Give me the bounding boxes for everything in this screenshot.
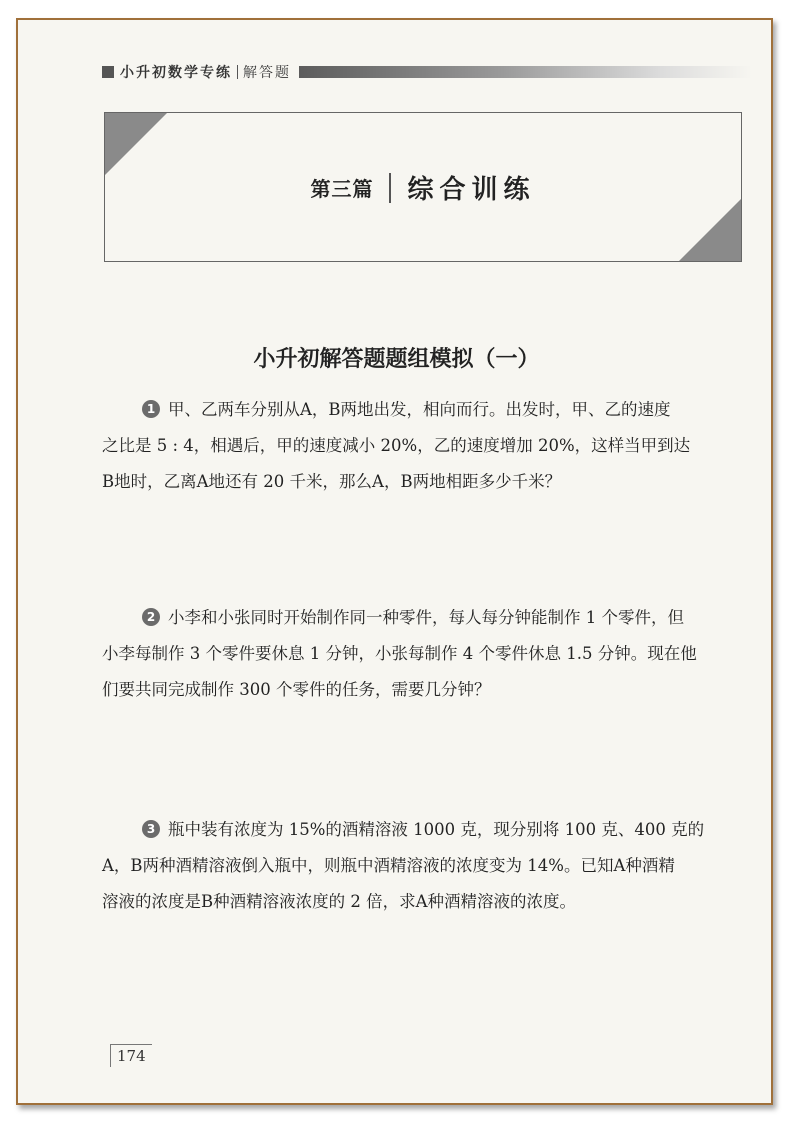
book-page (16, 18, 773, 1105)
part-name: 综合训练 (407, 175, 536, 205)
problem-set-title: 小升初解答题题组模拟（一） (253, 347, 540, 372)
problem-line (102, 392, 750, 428)
part-title-divider (389, 173, 391, 203)
problem-line: A，B两种酒精溶液倒入瓶中，则瓶中酒精溶液的浓度变为 14%。已知A种酒精 (102, 856, 675, 875)
problem-2 (102, 600, 750, 708)
corner-triangle-bottom-right (679, 199, 741, 261)
problem-line: 之比是 5 : 4，相遇后，甲的速度减小 20%，乙的速度增加 20%，这样当甲到达 (102, 436, 691, 455)
part-title (105, 169, 741, 206)
header-square-icon (102, 66, 114, 78)
part-heading-box (104, 112, 742, 262)
problem-line: 溶液的浓度是B种酒精溶液浓度的 2 倍，求A种酒精溶液的浓度。 (102, 892, 577, 911)
section-label: 解答题 (243, 65, 291, 81)
problem-number-badge: 2 (142, 608, 160, 626)
running-header (102, 62, 752, 82)
problem-line (102, 812, 750, 848)
problem-text: 甲、乙两车分别从A，B两地出发，相向而行。出发时，甲、乙的速度 (168, 400, 671, 419)
problem-1 (102, 392, 750, 500)
corner-triangle-top-left (105, 113, 167, 175)
book-title: 小升初数学专练 (120, 65, 232, 81)
header-divider (237, 65, 238, 79)
problem-line: 小李每制作 3 个零件要休息 1 分钟，小张每制作 4 个零件休息 1.5 分钟。现在他 (102, 644, 697, 663)
problem-line: B地时，乙离A地还有 20 千米，那么A，B两地相距多少千米？ (102, 472, 562, 491)
header-gradient-bar (299, 66, 752, 78)
page-number: 174 (110, 1044, 152, 1067)
problem-text: 小李和小张同时开始制作同一种零件，每人每分钟能制作 1 个零件，但 (168, 608, 684, 627)
problem-line: 们要共同完成制作 300 个零件的任务，需要几分钟？ (102, 680, 491, 699)
part-number: 第三篇 (310, 177, 374, 201)
problem-text: 瓶中装有浓度为 15%的酒精溶液 1000 克，现分别将 100 克、400 克的 (168, 820, 705, 839)
problem-3 (102, 812, 750, 920)
problem-number-badge: 1 (142, 400, 160, 418)
problem-line (102, 600, 750, 636)
problem-number-badge: 3 (142, 820, 160, 838)
